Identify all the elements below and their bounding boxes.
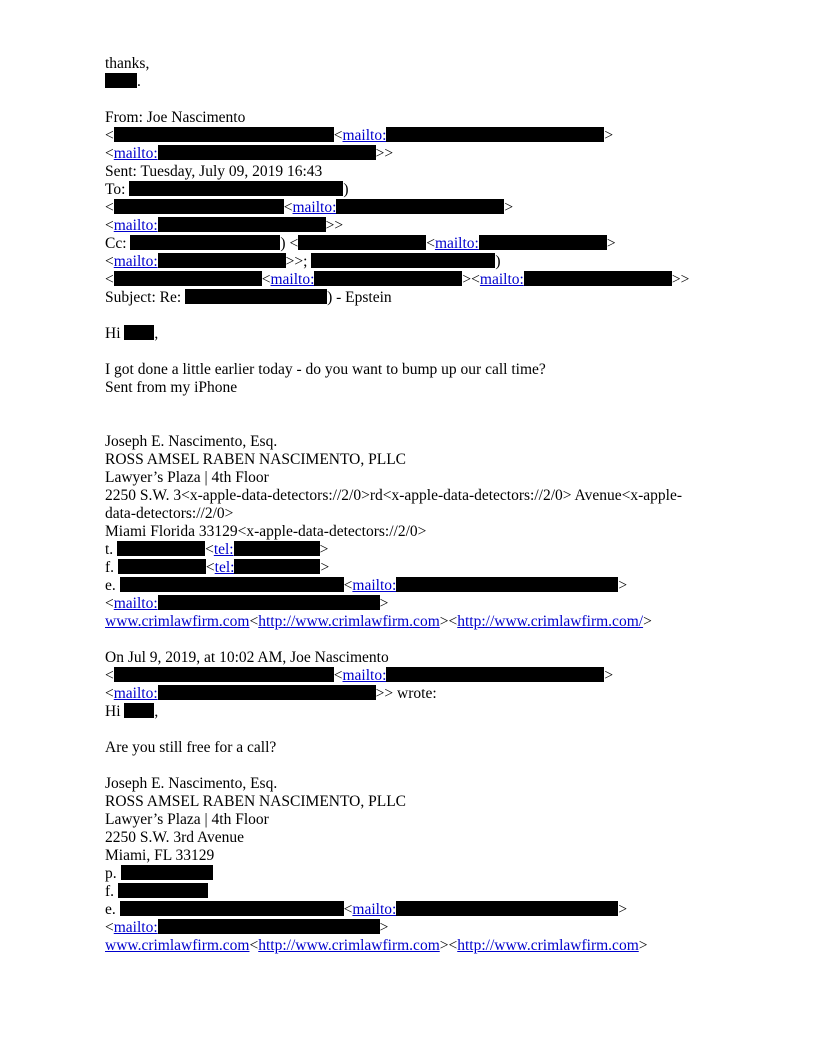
redaction-bar: [158, 919, 380, 934]
sig2-phone-line: p.: [105, 865, 725, 883]
redaction-bar: [336, 199, 504, 214]
redaction-bar: [396, 901, 618, 916]
redaction-bar: [234, 541, 320, 556]
sig2-firm: ROSS AMSEL RABEN NASCIMENTO, PLLC: [105, 793, 407, 810]
redaction-bar: [121, 865, 213, 880]
to-label: To:: [105, 181, 126, 198]
redaction-bar: [396, 577, 618, 592]
redaction-bar: [158, 217, 326, 232]
sig2-address: 2250 S.W. 3rd Avenue: [105, 829, 245, 846]
sig-address: 2250 S.W. 3<x-apple-data-detectors://2/0>rd<x-apple-data-detectors://2/0> Avenue<x-apple-data-detectors://2/0>: [105, 487, 682, 522]
sig-phone-line: t. <tel: >: [105, 541, 329, 558]
body-line: [105, 379, 725, 397]
from-label: From: Joe Nascimento: [105, 109, 246, 126]
quoted-address-line: < <mailto: >: [105, 667, 614, 684]
redaction-bar: [120, 577, 344, 592]
sig2-email-mailto-line: <mailto: >: [105, 919, 389, 936]
tel-link[interactable]: tel:: [214, 559, 235, 576]
cc-address-line: < <mailto: ><mailto: >>: [105, 271, 690, 288]
redaction-bar: [386, 127, 604, 142]
redaction-bar: [114, 199, 284, 214]
redaction-bar: [234, 559, 320, 574]
redaction-bar: [130, 235, 280, 250]
redaction-bar: [124, 703, 154, 718]
redaction-bar: [120, 901, 344, 916]
sig-fax-line: f. <tel: >: [105, 559, 330, 576]
redaction-bar: [386, 667, 604, 682]
mailto-link[interactable]: mailto:: [342, 127, 387, 144]
redaction-bar: [114, 667, 334, 682]
redaction-bar: [117, 541, 205, 556]
sent-text: Sent: Tuesday, July 09, 2019 16:43: [105, 163, 323, 180]
subject-label: Subject: Re:: [105, 289, 182, 306]
tel-link[interactable]: tel:: [213, 541, 234, 558]
from-mailto-line: <mailto: >>: [105, 145, 394, 162]
mailto-link[interactable]: mailto:: [352, 577, 397, 594]
angle-text: <: [333, 127, 343, 144]
redaction-bar: [298, 235, 426, 250]
sig-firm: ROSS AMSEL RABEN NASCIMENTO, PLLC: [105, 451, 407, 468]
mailto-link[interactable]: mailto:: [270, 271, 315, 288]
quoted-mailto-line: <mailto: >> wrote:: [105, 685, 437, 702]
redaction-bar: [129, 181, 343, 196]
from-line: [105, 109, 725, 127]
sig-web-line: www.crimlawfirm.com<http://www.crimlawfirm.com><http://www.crimlawfirm.com/>: [105, 613, 652, 630]
sig2-fax-line: f.: [105, 883, 725, 901]
sig2-city: Miami, FL 33129: [105, 847, 215, 864]
redaction-bar: [524, 271, 672, 286]
sig-building: Lawyer’s Plaza | 4th Floor: [105, 469, 269, 486]
web-link[interactable]: http://www.crimlawfirm.com: [457, 937, 639, 954]
web-link[interactable]: www.crimlawfirm.com: [105, 613, 250, 630]
redaction-bar: [479, 235, 607, 250]
body-line: [105, 361, 725, 379]
redaction-bar: [185, 289, 327, 304]
redaction-bar: [158, 253, 286, 268]
greeting-text: Hi: [105, 325, 121, 342]
redaction-bar: [158, 685, 376, 700]
mailto-link[interactable]: mailto:: [434, 235, 479, 252]
web-link[interactable]: http://www.crimlawfirm.com: [258, 937, 440, 954]
cc-label: Cc:: [105, 235, 127, 252]
thanks-text: thanks,: [105, 55, 150, 72]
web-link[interactable]: http://www.crimlawfirm.com: [258, 613, 440, 630]
redaction-bar: [311, 253, 495, 268]
subject-line: [105, 289, 725, 307]
sig-city: Miami Florida 33129<x-apple-data-detectors://2/0>: [105, 523, 427, 540]
to-mailto-line: <mailto: >>: [105, 217, 344, 234]
signoff-line: [105, 73, 725, 91]
mailto-link[interactable]: mailto:: [352, 901, 397, 918]
sig2-building: Lawyer’s Plaza | 4th Floor: [105, 811, 269, 828]
mailto-link[interactable]: mailto:: [113, 253, 158, 270]
mailto-link[interactable]: mailto:: [342, 667, 387, 684]
redaction-bar: [114, 127, 334, 142]
mailto-link[interactable]: mailto:: [113, 595, 158, 612]
sig2-email-line: e. <mailto: >: [105, 901, 628, 918]
redaction-bar: [105, 73, 137, 88]
to-line: To: ): [105, 181, 349, 198]
redaction-bar: [158, 595, 380, 610]
mailto-link[interactable]: mailto:: [113, 145, 158, 162]
sent-line: [105, 163, 725, 181]
sig2-name: Joseph E. Nascimento, Esq.: [105, 775, 278, 792]
redaction-bar: [118, 559, 206, 574]
redaction-bar: [114, 271, 262, 286]
redaction-bar: [118, 883, 208, 898]
sent-from-text: Sent from my iPhone: [105, 379, 238, 396]
from-address-line: < <mailto: >: [105, 127, 614, 144]
redaction-bar: [158, 145, 376, 160]
greeting-line: Hi ,: [105, 325, 159, 342]
redaction-bar: [124, 325, 154, 340]
quoted-header-line: On Jul 9, 2019, at 10:02 AM, Joe Nascimento: [105, 649, 389, 666]
quoted-body-line: Are you still free for a call?: [105, 739, 277, 756]
email-document: [105, 55, 725, 955]
mailto-link[interactable]: mailto:: [292, 199, 337, 216]
mailto-link[interactable]: mailto:: [479, 271, 524, 288]
quoted-greeting-line: Hi ,: [105, 703, 159, 720]
thanks-line: [105, 55, 725, 73]
web-link[interactable]: http://www.crimlawfirm.com/: [457, 613, 644, 630]
period-text: .: [137, 73, 141, 90]
subject-text: ) - Epstein: [327, 289, 392, 306]
sig-email-line: e. <mailto: >: [105, 577, 628, 594]
redaction-bar: [314, 271, 462, 286]
mailto-link[interactable]: mailto:: [113, 919, 158, 936]
sig2-web-line: www.crimlawfirm.com<http://www.crimlawfirm.com><http://www.crimlawfirm.com>: [105, 937, 648, 954]
sig-name: Joseph E. Nascimento, Esq.: [105, 433, 278, 450]
sig-email-mailto-line: <mailto: >: [105, 595, 389, 612]
mailto-link[interactable]: mailto:: [113, 685, 158, 702]
body-text: I got done a little earlier today - do you want to bump up our call time?: [105, 361, 546, 378]
cc-mailto-line: <mailto: >>; ): [105, 253, 501, 270]
to-address-line: < <mailto: >: [105, 199, 514, 216]
cc-line: Cc: ) < <mailto: >: [105, 235, 616, 252]
web-link[interactable]: www.crimlawfirm.com: [105, 937, 250, 954]
mailto-link[interactable]: mailto:: [113, 217, 158, 234]
